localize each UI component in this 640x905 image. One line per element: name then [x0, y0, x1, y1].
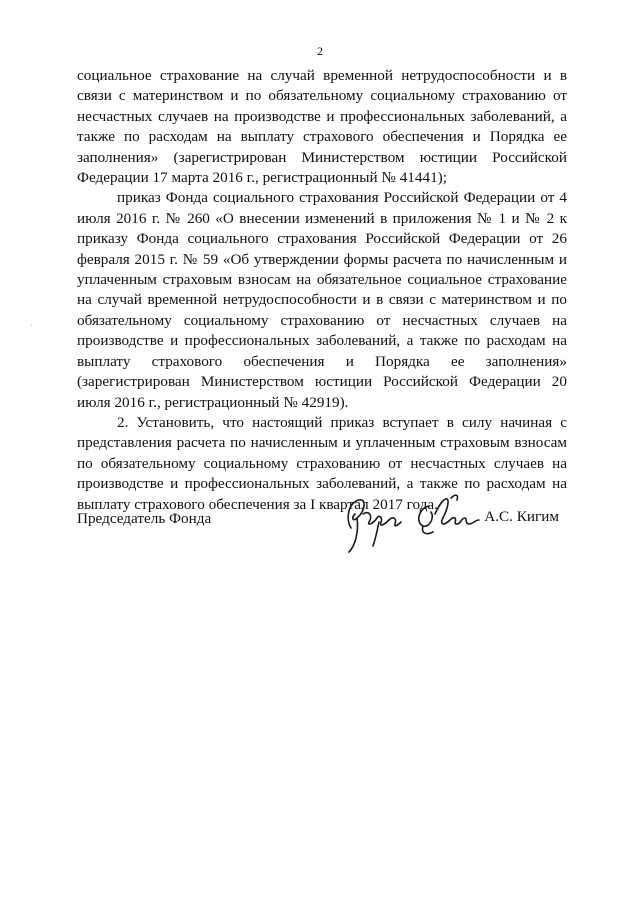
handwritten-signature — [339, 488, 499, 558]
paragraph-order-reference: приказ Фонда социального страхования Российской Федерации от 4 июля 2016 г. № 260 «О внесении изменений в приложения № 1 и № 2 к приказу Фонда социального страхования Российской Федерации от 26 февраля 2015 г. № 59 «Об утверждении формы расчета по начисленным и уплаченным страховым взносам на обязательное социальное страхование на случай временной нетрудоспособности и в связи с материнством и по обязательному социальному страхованию от несчастных случаев на производстве и профессиональных заболеваний, а также по расходам на выплату страхового обеспечения и Порядка ее заполнения» (зарегистрирован Министерством юстиции Российской Федерации 20 июля 2016 г., регистрационный № 42919). — [77, 189, 567, 411]
signatory-title: Председатель Фонда — [77, 510, 212, 527]
signature-block — [77, 488, 567, 558]
document-body — [77, 66, 567, 515]
page-number: 2 — [317, 44, 323, 58]
paragraph-continuation: социальное страхование на случай временной нетрудоспособности и в связи с материнством и по обязательному социальному страхованию от несчастных случаев на производстве и профессиональных заболеваний, а также по расходам на выплату страхового обеспечения и Порядка ее заполнения» (зарегистрирован Министерством юстиции Российской Федерации 17 марта 2016 г., регистрационный № 41441); — [77, 67, 567, 187]
paragraph-effective-date: 2. Установить, что настоящий приказ вступает в силу начиная с представления расчета по начисленным и уплаченным страховым взносам по обязательному социальному страхованию от несчастных случаев на производстве и профессиональных заболеваний, а также по расходам на выплату страхового обеспечения за I квартал 2017 года. — [77, 413, 567, 513]
signatory-name: А.С. Кигим — [484, 508, 559, 525]
margin-mark: . — [30, 318, 33, 329]
